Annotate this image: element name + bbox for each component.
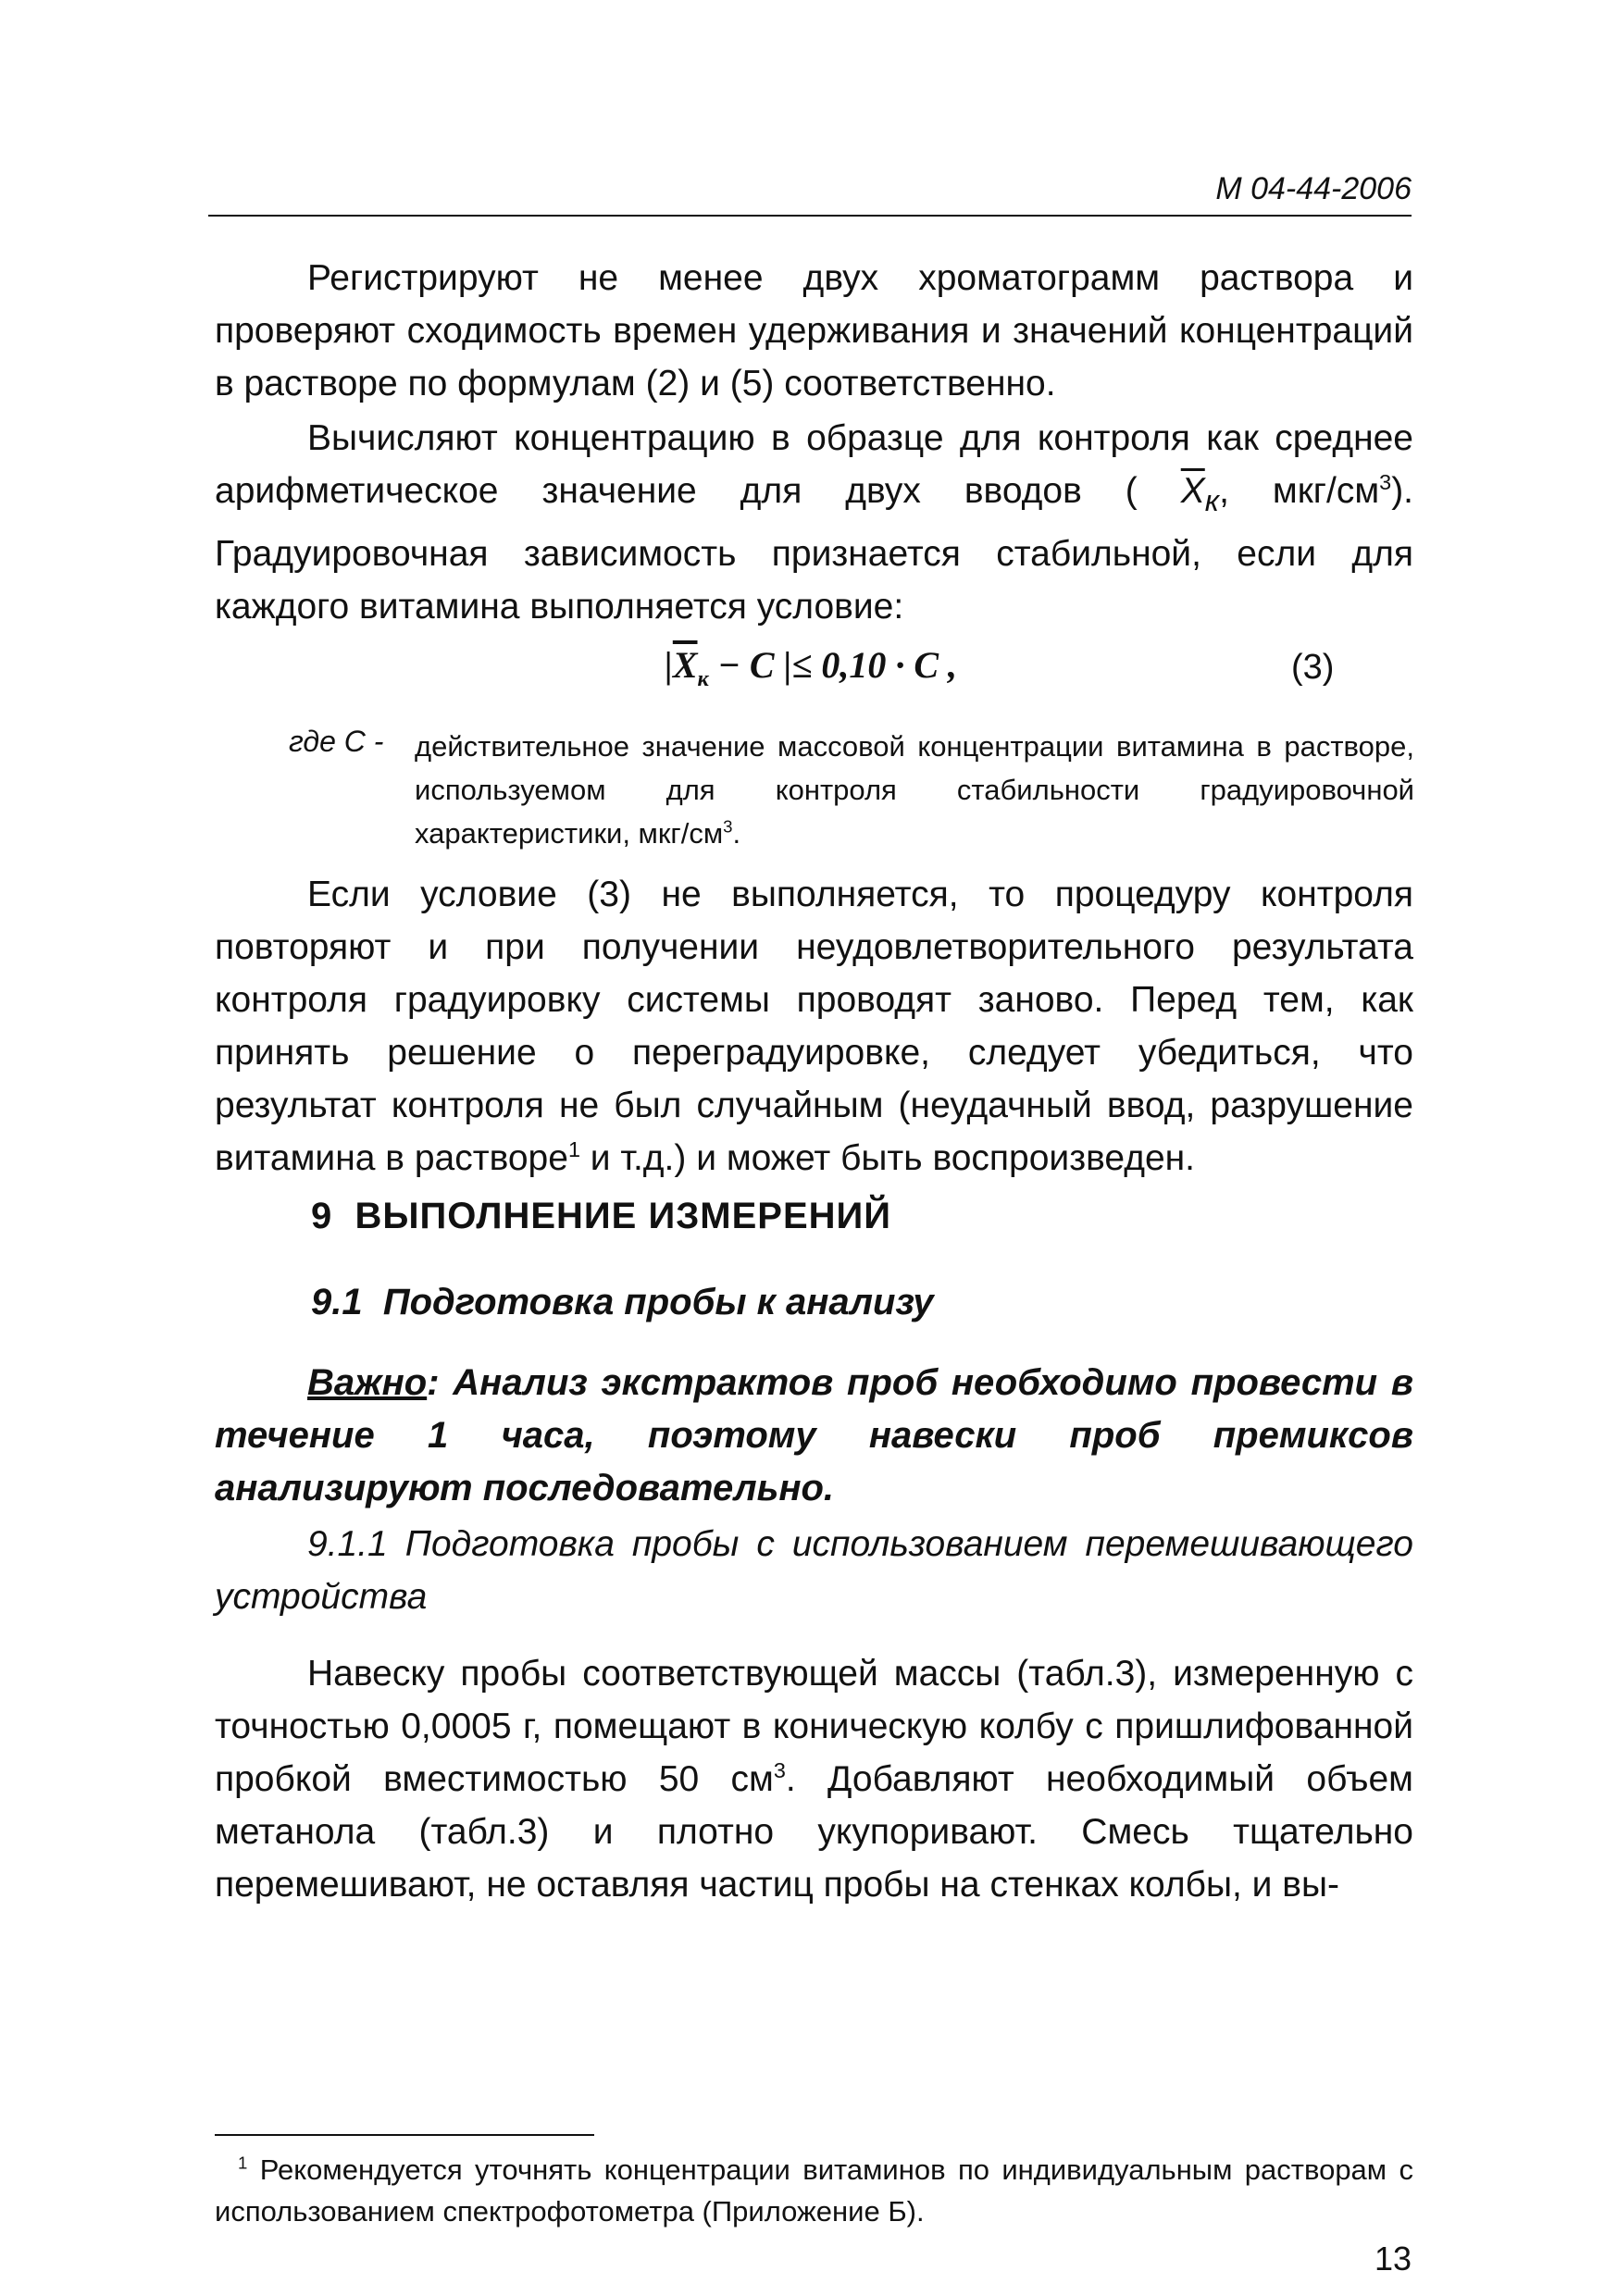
unit-text: , мкг/см bbox=[1219, 471, 1380, 511]
document-code: М 04-44-2006 bbox=[1215, 171, 1412, 206]
where-superscript: 3 bbox=[723, 816, 733, 837]
mean-x: $\overline{X}$ bbox=[1180, 471, 1205, 511]
paragraph-sample bbox=[215, 1647, 1413, 1911]
important-text: : Анализ экстрактов проб необходимо провести в течение 1 часа, поэтому навески проб премиксов анализируют последовательно. bbox=[215, 1362, 1413, 1508]
section-heading: 9 ВЫПОЛНЕНИЕ ИЗМЕРЕНИЙ bbox=[311, 1196, 892, 1236]
paragraph-chromatograms bbox=[215, 252, 1413, 410]
paragraph-text: ). Градуировочная зависимость признается стабильной, если для каждого витамина выполняется условие: bbox=[215, 471, 1414, 627]
formula-rest: − C |≤ 0,10 · C , bbox=[708, 644, 958, 686]
footnote-reference: 1 bbox=[567, 1137, 580, 1161]
formula-x: $\overline{X}$ bbox=[672, 644, 698, 686]
where-text: действительное значение массовой концентрации витамина в растворе, используемом для контроля стабильности градуировочной характеристики, мкг/см bbox=[415, 730, 1414, 850]
footnote bbox=[215, 2149, 1413, 2232]
paragraph-text: Если условие (3) не выполняется, то процедуру контроля повторяют и при получении неудовлетворительного результата контроля градуировку системы проводят заново. Перед тем, как принять решение о переградуировке, следует убедиться, что результат контроля не был случайным (неудачный ввод, разрушение витамина в растворе bbox=[215, 875, 1413, 1178]
important-label: Важно bbox=[307, 1362, 428, 1403]
mean-symbol bbox=[1180, 471, 1220, 517]
formula-bar: | bbox=[665, 644, 673, 686]
unit-superscript: 3 bbox=[1379, 470, 1392, 494]
where-label: где С - bbox=[289, 725, 384, 758]
formula-3 bbox=[665, 643, 957, 692]
footnote-rule bbox=[215, 2134, 594, 2136]
footnote-mark: 1 bbox=[238, 2153, 248, 2173]
paragraph-text: Регистрируют не менее двух хроматограмм раствора и проверяют сходимость времен удерживания и значений концентраций в растворе по формулам (2) и (5) соответственно. bbox=[215, 258, 1413, 403]
paragraph-text: Вычисляют концентрацию в образце для контроля как среднее арифметическое значение для двух вводов ( bbox=[215, 418, 1413, 511]
formula-subscript: к bbox=[697, 667, 709, 691]
paragraph-concentration bbox=[215, 412, 1413, 633]
paragraph-condition bbox=[215, 868, 1413, 1185]
paragraph-text: и т.д.) и может быть воспроизведен. bbox=[579, 1138, 1196, 1178]
mean-subscript: к bbox=[1204, 483, 1220, 517]
footnote-text: Рекомендуется уточнять концентрации витаминов по индивидуальным растворам с использованием спектрофотометра (Приложение Б). bbox=[215, 2153, 1413, 2228]
header-rule bbox=[208, 215, 1412, 217]
paragraph-text: Навеску пробы соответствующей массы (табл.3), измеренную с точностью 0,0005 г, помещают в коническую колбу с пришлифованной пробкой вместимостью 50 см bbox=[215, 1654, 1413, 1799]
formula-number: (3) bbox=[1291, 648, 1335, 687]
where-period: . bbox=[732, 817, 741, 850]
subsection-heading: 9.1 Подготовка пробы к анализу bbox=[311, 1282, 934, 1322]
paragraph-text: . Добавляют необходимый объем метанола (табл.3) и плотно укупоривают. Смесь тщательно перемешивают, не оставляя частиц пробы на стенках колбы, и вы- bbox=[215, 1759, 1413, 1905]
page-number: 13 bbox=[1374, 2240, 1412, 2277]
important-note bbox=[215, 1357, 1413, 1515]
unit-superscript: 3 bbox=[773, 1758, 786, 1782]
subsubsection-heading: 9.1.1 Подготовка пробы с использованием перемешивающего устройства bbox=[215, 1524, 1413, 1617]
where-definition bbox=[415, 725, 1414, 855]
